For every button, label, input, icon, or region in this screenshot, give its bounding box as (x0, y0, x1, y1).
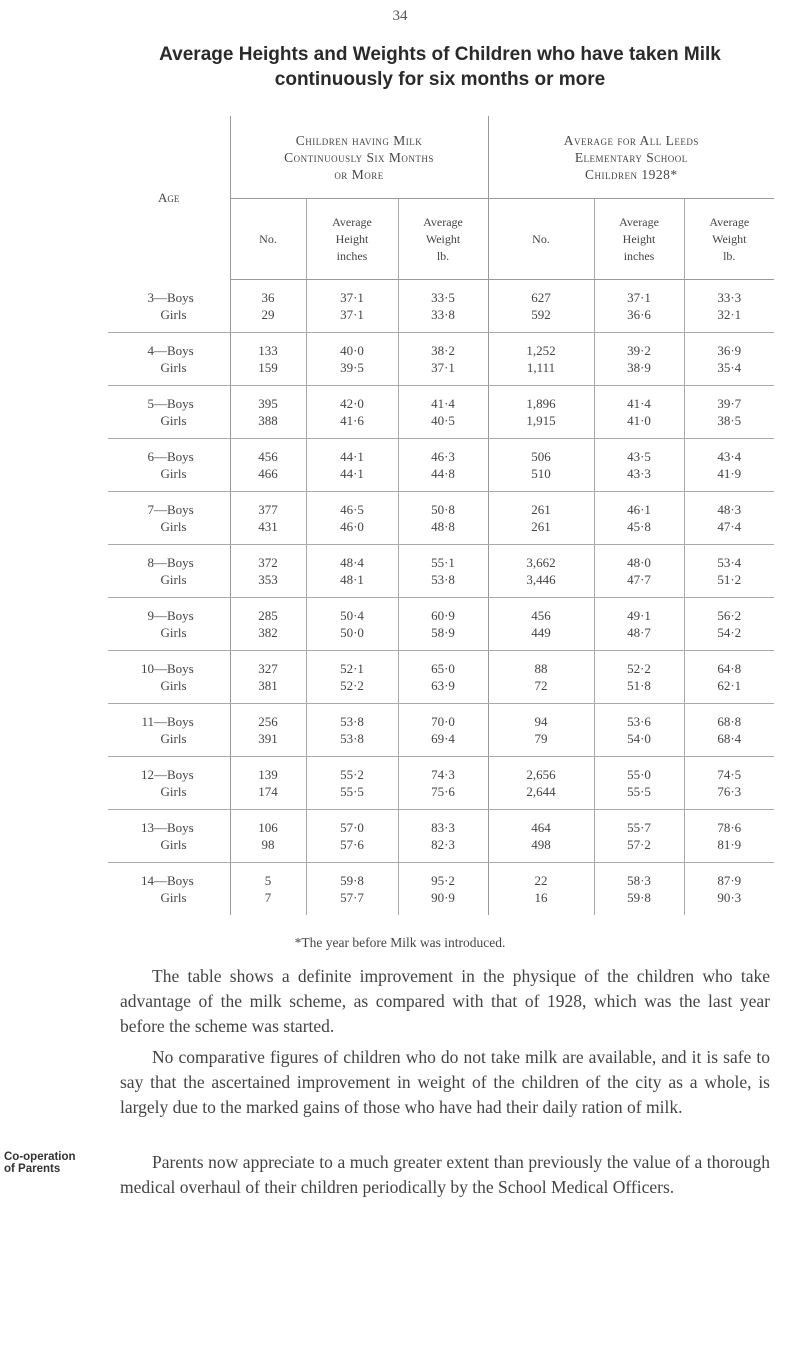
all-weight-cell: 56·2 54·2 (684, 598, 774, 651)
milk-weight-cell: 46·3 44·8 (398, 439, 488, 492)
table-row (108, 810, 774, 863)
age-cell: 11—Boys Girls (108, 704, 230, 757)
table-row (108, 598, 774, 651)
title-line-1: Average Heights and Weights of Children who have taken Milk (159, 44, 721, 65)
milk-no-cell: 285 382 (230, 598, 306, 651)
milk-no-cell: 5 7 (264, 873, 272, 905)
heights-weights-table (108, 116, 774, 915)
all-no-cell: 456 449 (488, 598, 594, 651)
milk-weight-cell: 55·1 53·8 (398, 545, 488, 598)
all-weight-cell: 68·8 68·4 (684, 704, 774, 757)
all-height-cell: 43·5 43·3 (594, 439, 684, 492)
footnote: *The year before Milk was introduced. (294, 935, 506, 950)
all-weight-cell: 33·3 32·1 (684, 280, 774, 333)
all-weight-header: Average Weight lb. (684, 199, 774, 280)
paragraph-improvement: The table shows a definite improvement in the physique of the children who take advantage of the milk scheme, as compared with that of 1928, which was the last year before the scheme was started. (120, 966, 770, 1036)
all-no-cell: 94 79 (488, 704, 594, 757)
all-no-cell: 261 261 (488, 492, 594, 545)
all-height-cell: 55·7 57·2 (594, 810, 684, 863)
milk-height-header: Average Height inches (306, 199, 398, 280)
all-no-cell: 2,656 2,644 (488, 757, 594, 810)
milk-no-cell: 256 391 (230, 704, 306, 757)
milk-no-cell: 327 381 (230, 651, 306, 704)
age-cell: 3—Boys Girls (108, 280, 230, 333)
all-height-cell: 52·2 51·8 (594, 651, 684, 704)
all-no-cell: 627 592 (488, 280, 594, 333)
table-row (108, 386, 774, 439)
all-no-cell: 506 510 (488, 439, 594, 492)
title-line-2: continuously for six months or more (274, 69, 606, 90)
milk-weight-cell: 95·2 90·9 (398, 863, 488, 916)
all-weight-cell: 74·5 76·3 (684, 757, 774, 810)
age-cell: 9—Boys Girls (108, 598, 230, 651)
table-row (108, 704, 774, 757)
milk-weight-cell: 83·3 82·3 (398, 810, 488, 863)
age-cell: 4—Boys Girls (108, 333, 230, 386)
milk-height-cell: 53·8 53·8 (306, 704, 398, 757)
age-cell: 8—Boys Girls (108, 545, 230, 598)
milk-height-cell: 59·8 57·7 (306, 863, 398, 916)
table-row (108, 333, 774, 386)
table-row (108, 280, 774, 333)
all-weight-cell: 36·9 35·4 (684, 333, 774, 386)
all-height-cell: 55·0 55·5 (594, 757, 684, 810)
all-no-header: No. (488, 199, 594, 280)
all-weight-cell: 53·4 51·2 (684, 545, 774, 598)
milk-height-cell: 52·1 52·2 (306, 651, 398, 704)
age-cell: 5—Boys Girls (108, 386, 230, 439)
all-height-cell: 37·1 36·6 (594, 280, 684, 333)
all-no-cell: 88 72 (488, 651, 594, 704)
milk-height-cell: 48·4 48·1 (306, 545, 398, 598)
age-header: Age (108, 116, 230, 280)
table-row (108, 545, 774, 598)
age-cell: 6—Boys Girls (108, 439, 230, 492)
all-height-cell: 58·3 59·8 (594, 863, 684, 916)
page-title (100, 42, 780, 92)
milk-weight-cell: 38·2 37·1 (398, 333, 488, 386)
milk-no-cell: 139 174 (230, 757, 306, 810)
milk-no-cell: 456 466 (230, 439, 306, 492)
milk-weight-cell: 65·0 63·9 (398, 651, 488, 704)
age-cell: 12—Boys Girls (108, 757, 230, 810)
milk-group-header: Children having Milk Continuously Six Months or More (230, 116, 488, 199)
table-row (108, 651, 774, 704)
all-weight-cell: 78·6 81·9 (684, 810, 774, 863)
milk-no-cell: 106 98 (230, 810, 306, 863)
milk-no-header: No. (230, 199, 306, 280)
table-row (108, 757, 774, 810)
milk-height-cell: 55·2 55·5 (306, 757, 398, 810)
milk-no-cell: 133 159 (230, 333, 306, 386)
all-height-cell: 49·1 48·7 (594, 598, 684, 651)
page-number: 34 (392, 8, 408, 24)
all-no-cell: 464 498 (488, 810, 594, 863)
all-weight-cell: 39·7 38·5 (684, 386, 774, 439)
milk-weight-cell: 50·8 48·8 (398, 492, 488, 545)
milk-no-cell: 377 431 (230, 492, 306, 545)
table-row (108, 492, 774, 545)
milk-weight-cell: 41·4 40·5 (398, 386, 488, 439)
milk-height-cell: 37·1 37·1 (306, 280, 398, 333)
all-no-cell: 3,662 3,446 (488, 545, 594, 598)
milk-weight-cell: 74·3 75·6 (398, 757, 488, 810)
paragraph-parents: Parents now appreciate to a much greater extent than previously the value of a thorough medical overhaul of their children periodically by the School Medical Officers. (120, 1152, 770, 1197)
all-height-cell: 53·6 54·0 (594, 704, 684, 757)
milk-height-cell: 44·1 44·1 (306, 439, 398, 492)
milk-no-cell: 36 29 (230, 280, 306, 333)
all-no-cell: 1,896 1,915 (488, 386, 594, 439)
milk-weight-cell: 70·0 69·4 (398, 704, 488, 757)
milk-height-cell: 50·4 50·0 (306, 598, 398, 651)
all-height-cell: 46·1 45·8 (594, 492, 684, 545)
age-cell: 14—Boys Girls (108, 863, 230, 916)
all-weight-cell: 64·8 62·1 (684, 651, 774, 704)
all-no-cell: 1,252 1,111 (488, 333, 594, 386)
table-row (108, 863, 774, 916)
all-height-header: Average Height inches (594, 199, 684, 280)
milk-height-cell: 40·0 39·5 (306, 333, 398, 386)
age-cell: 10—Boys Girls (108, 651, 230, 704)
milk-weight-cell: 33·5 33·8 (398, 280, 488, 333)
all-height-cell: 41·4 41·0 (594, 386, 684, 439)
milk-no-cell: 372 353 (230, 545, 306, 598)
all-weight-cell: 87·9 90·3 (684, 863, 774, 916)
all-weight-cell: 43·4 41·9 (684, 439, 774, 492)
all-height-cell: 48·0 47·7 (594, 545, 684, 598)
leeds-group-header: Average for All Leeds Elementary School Children 1928* (488, 116, 774, 199)
milk-weight-header: Average Weight lb. (398, 199, 488, 280)
milk-height-cell: 42·0 41·6 (306, 386, 398, 439)
milk-height-cell: 46·5 46·0 (306, 492, 398, 545)
milk-height-cell: 57·0 57·6 (306, 810, 398, 863)
table-body (108, 280, 774, 916)
paragraph-comparison: No comparative figures of children who do not take milk are available, and it is safe to say that the ascertained improvement in weight of the children of the city as a whole, is largely due to the marked gains of those who have had their daily ration of milk. (120, 1047, 770, 1117)
age-cell: 13—Boys Girls (108, 810, 230, 863)
all-weight-cell: 48·3 47·4 (684, 492, 774, 545)
table-row (108, 439, 774, 492)
milk-no-cell: 395 388 (230, 386, 306, 439)
all-no-cell: 22 16 (534, 873, 548, 905)
age-cell: 7—Boys Girls (108, 492, 230, 545)
side-note-cooperation: Co-operation of Parents (4, 1151, 76, 1175)
all-height-cell: 39·2 38·9 (594, 333, 684, 386)
milk-weight-cell: 60·9 58·9 (398, 598, 488, 651)
